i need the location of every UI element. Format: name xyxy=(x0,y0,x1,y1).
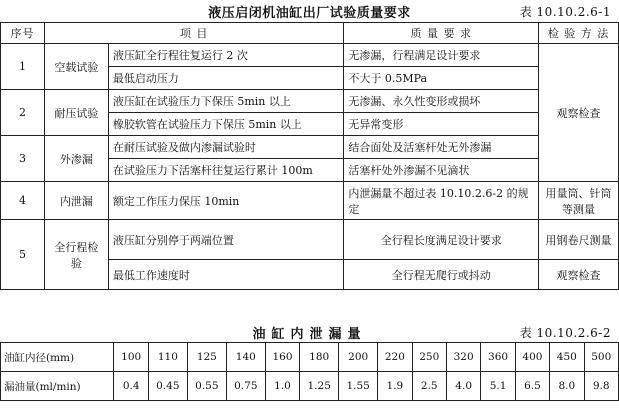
row-no: 2 xyxy=(1,90,45,136)
diameter-cell: 100 xyxy=(114,343,148,372)
table2-title: 油缸内泄漏量 xyxy=(252,327,367,342)
row-item: 橡胶软管在试验压力下保压 5min 以上 xyxy=(108,113,344,136)
diameter-cell: 110 xyxy=(148,343,187,372)
row-category: 空载试验 xyxy=(44,44,108,90)
table1-number: 表 10.10.2.6-1 xyxy=(519,5,611,19)
table1-header-row xyxy=(1,23,619,44)
row-requirement: 结合面处及活塞杆处无外渗漏 xyxy=(344,136,539,159)
table-row xyxy=(1,220,619,260)
diameter-cell: 125 xyxy=(187,343,226,372)
row-requirement: 全行程无爬行或抖动 xyxy=(344,260,539,290)
row-requirement: 活塞杆处外渗漏不见滴状 xyxy=(344,159,539,182)
diameter-cell: 360 xyxy=(481,343,515,372)
row-method: 用量筒、针筒等测量 xyxy=(539,182,619,220)
table-row xyxy=(1,182,619,220)
header-method: 检 验 方 法 xyxy=(539,23,619,44)
diameter-cell: 220 xyxy=(378,343,412,372)
method-merged: 观察检查 xyxy=(539,44,619,182)
leakage-cell: 1.25 xyxy=(300,372,339,401)
diameter-cell: 200 xyxy=(339,343,378,372)
leakage-cell: 0.4 xyxy=(114,372,148,401)
leakage-cell: 1.9 xyxy=(378,372,412,401)
diameter-cell: 250 xyxy=(412,343,446,372)
leakage-cell: 0.45 xyxy=(148,372,187,401)
table-row xyxy=(1,136,619,159)
table2-number: 表 10.10.2.6-2 xyxy=(519,326,611,340)
row-item: 最低启动压力 xyxy=(108,67,344,90)
row-requirement: 全行程长度满足设计要求 xyxy=(344,220,539,260)
row-method: 观察检查 xyxy=(539,260,619,290)
diameter-cell: 400 xyxy=(515,343,549,372)
row-requirement: 无渗漏，行程满足设计要求 xyxy=(344,44,539,67)
leakage-cell: 9.8 xyxy=(584,372,618,401)
leakage-cell: 2.5 xyxy=(412,372,446,401)
row-requirement: 内泄漏量不超过表 10.10.2.6-2 的规定 xyxy=(344,182,539,220)
row-item: 额定工作压力保压 10min xyxy=(108,182,344,220)
diameter-row xyxy=(1,343,619,372)
row-item: 在耐压试验及做内渗漏试验时 xyxy=(108,136,344,159)
row-requirement: 无渗漏、永久性变形或损坏 xyxy=(344,90,539,113)
table2-title-row xyxy=(0,320,619,342)
row-requirement: 不大于 0.5MPa xyxy=(344,67,539,90)
row-item: 液压缸分别停于两端位置 xyxy=(108,220,344,260)
row-category: 内泄漏 xyxy=(44,182,108,220)
leakage-cell: 1.55 xyxy=(339,372,378,401)
header-item: 项 目 xyxy=(44,23,343,44)
row-no: 5 xyxy=(1,220,45,290)
leakage-cell: 4.0 xyxy=(446,372,480,401)
row-requirement: 无异常变形 xyxy=(344,113,539,136)
row-item: 液压缸全行程往复运行 2 次 xyxy=(108,44,344,67)
row-method: 用钢卷尺测量 xyxy=(539,220,619,260)
leakage-cell: 0.55 xyxy=(187,372,226,401)
row-no: 4 xyxy=(1,182,45,220)
row-item: 最低工作速度时 xyxy=(108,260,344,290)
table1-title: 液压启闭机油缸出厂试验质量要求 xyxy=(208,6,411,21)
diameter-cell: 160 xyxy=(265,343,299,372)
leakage-cell: 6.5 xyxy=(515,372,549,401)
leakage-cell: 1.0 xyxy=(265,372,299,401)
leakage-row xyxy=(1,372,619,401)
row-category: 外渗漏 xyxy=(44,136,108,182)
row-category: 全行程检验 xyxy=(44,220,108,290)
quality-requirements-table xyxy=(0,22,619,290)
table-row xyxy=(1,44,619,67)
diameter-cell: 180 xyxy=(300,343,339,372)
row-no: 1 xyxy=(1,44,45,90)
leakage-cell: 0.75 xyxy=(226,372,265,401)
diameter-label: 油缸内径(mm) xyxy=(1,343,114,372)
leakage-cell: 8.0 xyxy=(550,372,584,401)
diameter-cell: 500 xyxy=(584,343,618,372)
diameter-cell: 320 xyxy=(446,343,480,372)
row-no: 3 xyxy=(1,136,45,182)
leakage-label: 漏油量(ml/min) xyxy=(1,372,114,401)
row-item: 液压缸在试验压力下保压 5min 以上 xyxy=(108,90,344,113)
row-item: 在试验压力下活塞杆往复运行累计 100m xyxy=(108,159,344,182)
table1-title-row xyxy=(0,0,619,24)
diameter-cell: 450 xyxy=(550,343,584,372)
leakage-cell: 5.1 xyxy=(481,372,515,401)
diameter-cell: 140 xyxy=(226,343,265,372)
header-no: 序号 xyxy=(1,23,45,44)
table-row xyxy=(1,90,619,113)
row-category: 耐压试验 xyxy=(44,90,108,136)
header-requirement: 质 量 要 求 xyxy=(344,23,539,44)
leakage-table xyxy=(0,342,619,401)
